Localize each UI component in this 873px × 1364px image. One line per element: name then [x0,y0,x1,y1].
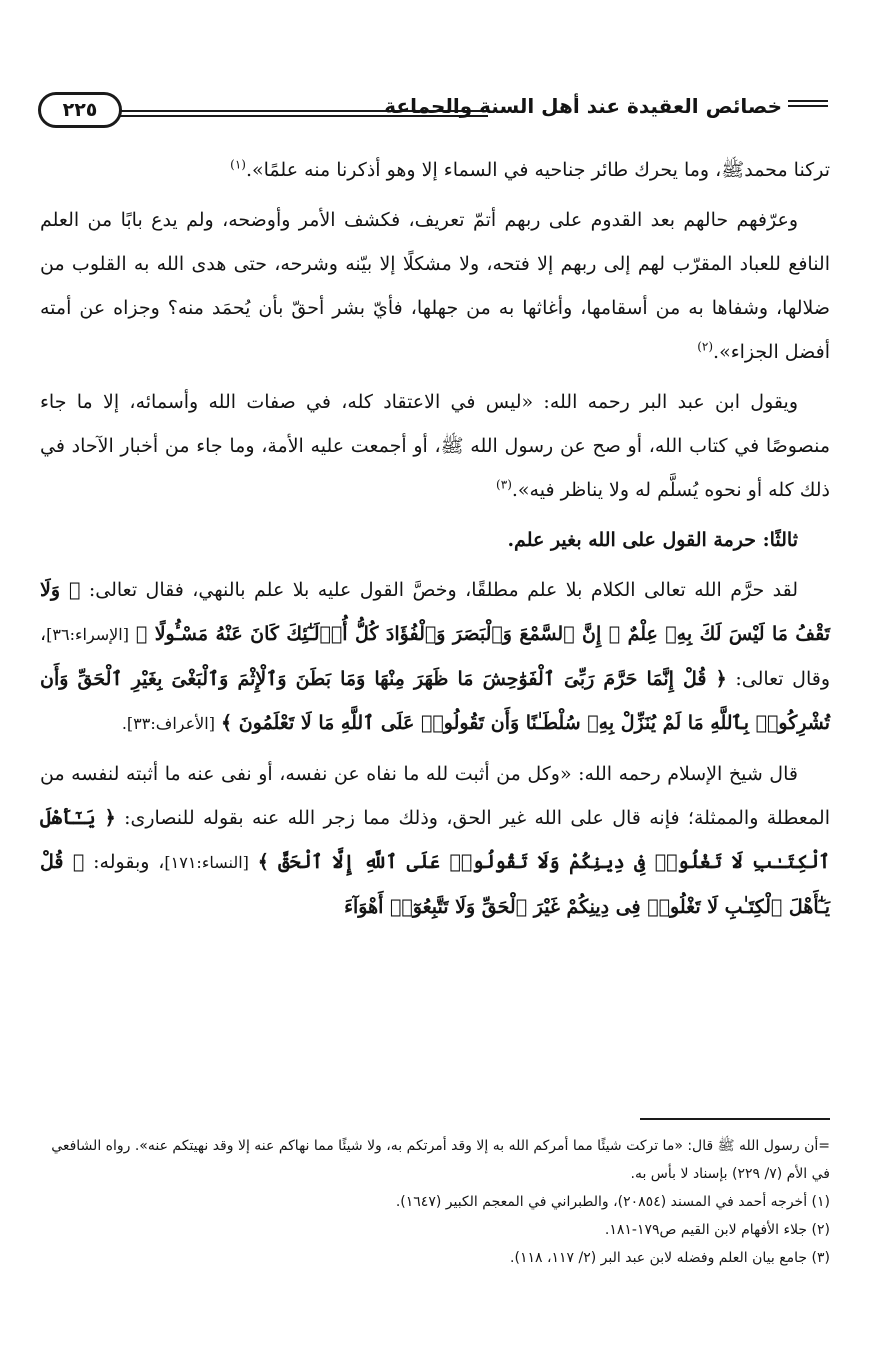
verse-reference-2: [الأعراف:٣٣]. [121,714,215,733]
paragraph-4 [40,568,830,746]
running-title: خصائص العقيدة عند أهل السنة والجماعة [384,94,782,118]
footnote-ref-2: (٢) [697,339,714,354]
footnote-continuation: =أن رسول الله ﷺ قال: «ما تركت شيئًا مما أمركم الله به إلا وقد أمرتكم به، ولا شيئًا مما نهاكم عنه إلا وقد نهيتكم عنه». رواه الشافعي في الأم (٧/ ٢٢٩) بإسناد لا بأس به. [51,1138,830,1182]
footnote-2: (٢) جلاء الأفهام لابن القيم ص١٧٩-١٨١. [604,1222,830,1238]
paragraph-3 [40,380,830,512]
quran-verse-1: ﴿ وَلَا تَقْفُ مَا لَيْسَ لَكَ بِهِۦ عِلْمٌ ۚ إِنَّ ٱلسَّمْعَ وَٱلْبَصَرَ وَٱلْفُؤَادَ كُلُّ أُو۟لَـٰٓئِكَ كَانَ عَنْهُ مَسْـُٔولًا ﴾ [40,579,830,645]
footnote-3: (٣) جامع بيان العلم وفضله لابن عبد البر (٢/ ١١٧، ١١٨). [510,1250,830,1266]
quran-verse-4: ﴿ قُلْ يَـٰٓأَهْلَ ٱلْكِتَـٰبِ لَا تَغْلُوا۟ فِى دِينِكُمْ غَيْرَ ٱلْحَقِّ وَلَا تَتَّبِعُوٓا۟ أَهْوَآءَ [40,851,830,918]
paragraph-2 [40,198,830,374]
paragraph-5 [40,752,830,929]
quran-verse-3: ﴿ يَـٰٓأَهْلَ ٱلْكِتَـٰبِ لَا تَغْلُوا۟ فِى دِينِكُمْ وَلَا تَقُولُوا۟ عَلَى ٱللَّهِ إِلَّا ٱلْحَقَّ ﴾ [40,807,830,873]
page-header [38,92,828,136]
quran-verse-2: ﴿ قُلْ إِنَّمَا حَرَّمَ رَبِّىَ ٱلْفَوَٰحِشَ مَا ظَهَرَ مِنْهَا وَمَا بَطَنَ وَٱلْإِثْمَ وَٱلْبَغْىَ بِغَيْرِ ٱلْحَقِّ وَأَن تُشْرِكُوا۟ بِٱللَّهِ مَا لَمْ يُنَزِّلْ بِهِۦ سُلْطَـٰنًا وَأَن تَقُولُوا۟ عَلَى ٱللَّهِ مَا لَا تَعْلَمُونَ ﴾ [40,668,830,734]
paragraph-2-text: وعرّفهم حالهم بعد القدوم على ربهم أتمّ تعريف، فكشف الأمر وأوضحه، ولم يدع بابًا من العلم النافع للعباد المقرّب لهم إلى ربهم إلا فتحه، ولا مشكلًا إلا بيّنه وشرحه، حتى هدى الله به القلوب من ضلالها، وشفاها به من أسقامها، وأغاثها به من جهلها، فأيّ بشر أحقّ بأن يُحمَد منه؟ وجزاه عن أمته أفضل الجزاء». [40,209,830,363]
paragraph-1 [40,148,830,192]
paragraph-4-mid: ، وقال تعالى: [40,623,831,690]
footnotes [40,1132,830,1272]
paragraph-5-mid: ، وبقوله: [93,851,165,873]
paragraph-3-text: ويقول ابن عبد البر رحمه الله: «ليس في الاعتقاد كله، في صفات الله وأسمائه، إلا ما جاء منصوصًا في كتاب الله، أو صح عن رسول الله ﷺ، أو أجمعت عليه الأمة، وما جاء من أخبار الآحاد في ذلك كله أو نحوه يُسلَّم له ولا يناظر فيه». [40,391,830,501]
main-text [40,148,830,935]
verse-reference-3: [النساء:١٧١] [164,853,249,872]
header-mark [788,100,828,107]
section-heading: ثالثًا: حرمة القول على الله بغير علم. [507,529,798,551]
paragraph-5-intro: قال شيخ الإسلام رحمه الله: «وكل من أثبت لله ما نفاه عن نفسه، أو نفى عنه ما أثبته لنفسه من المعطلة والممثلة؛ فإنه قال على الله غير الحق، وذلك مما زجر الله عنه بقوله للنصارى: [40,763,831,829]
paragraph-4-intro: لقد حرَّم الله تعالى الكلام بلا علم مطلقًا، وخصَّ القول عليه بلا علم بالنهي، فقال تعالى: [88,579,799,601]
footnote-1: (١) أخرجه أحمد في المسند (٢٠٨٥٤)، والطبراني في المعجم الكبير (١٦٤٧). [395,1194,830,1210]
verse-reference-1: [الإسراء:٣٦] [46,625,129,644]
footnote-ref-3: (٣) [496,477,512,492]
paragraph-1-text: تركنا محمدﷺ، وما يحرك طائر جناحيه في السماء إلا وهو أذكرنا منه علمًا». [245,159,830,181]
footnote-divider [640,1118,830,1120]
footnote-ref-1: (١) [230,157,246,172]
page-number: ٢٢٥ [38,92,122,128]
